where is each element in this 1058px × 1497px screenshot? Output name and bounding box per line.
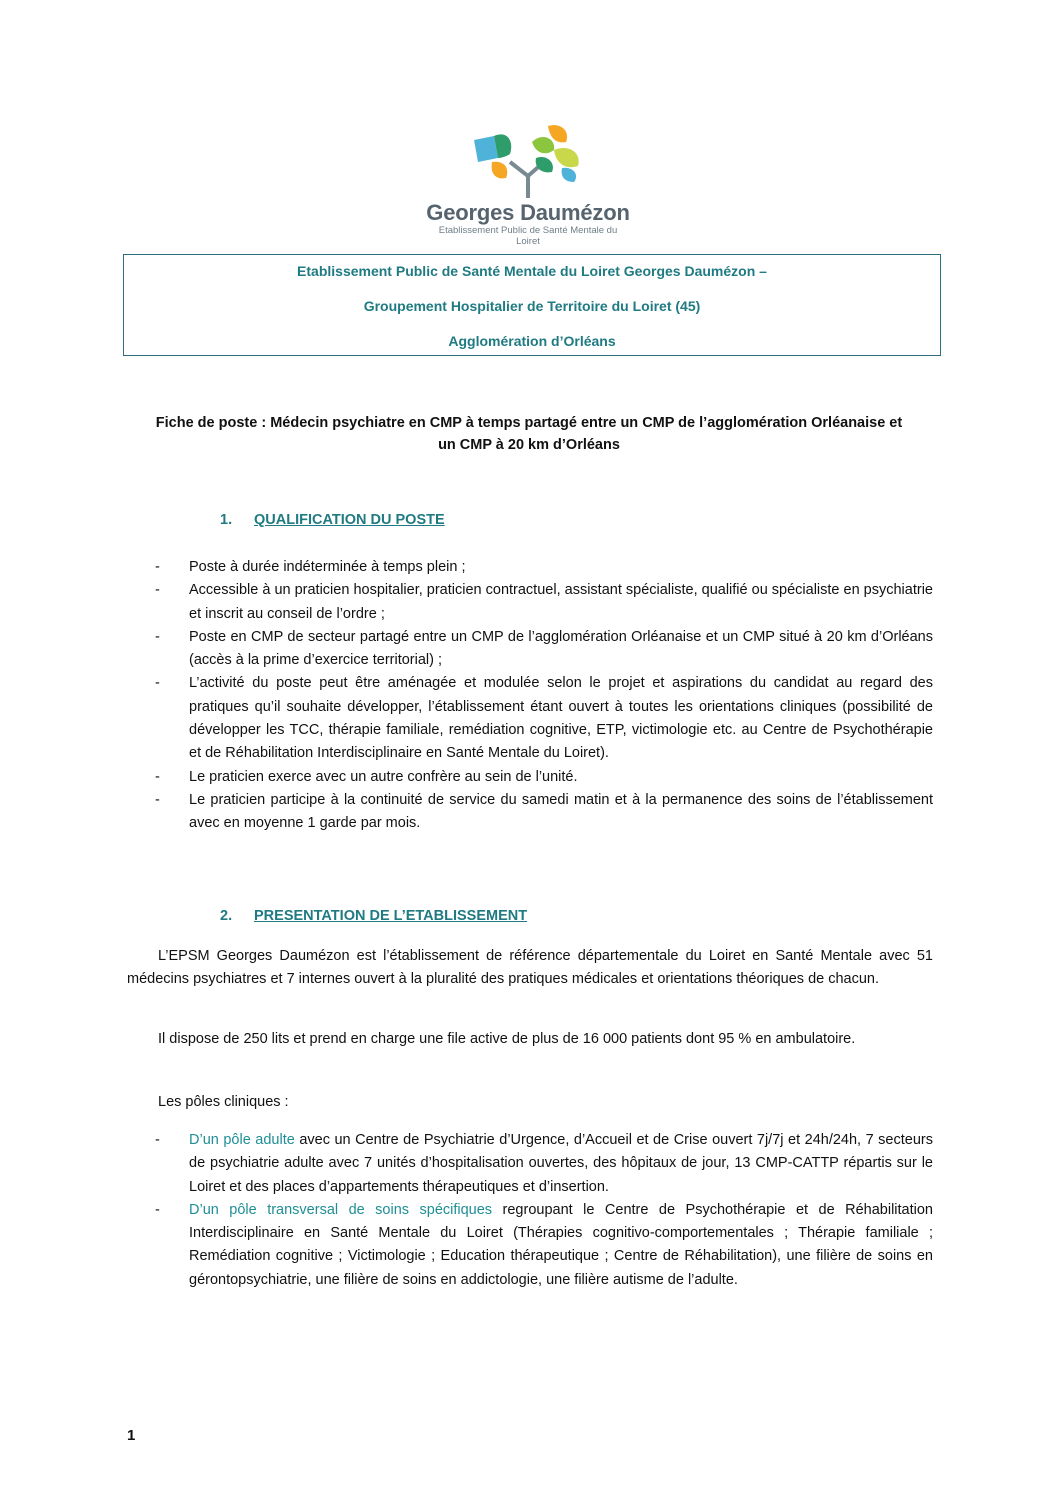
job-title-line-2: un CMP à 20 km d’Orléans bbox=[438, 437, 620, 453]
list-item: - D’un pôle adulte avec un Centre de Psychiatrie d’Urgence, d’Accueil et de Crise ouvert 7j/7j et 24h/24h, 7 secteurs de psychiatrie adulte avec 7 unités d’hospitalisation ouvertes, des hôpitaux de jour, 13 CMP-CATTP répartis sur le Loiret et des places d’appartements thérapeutiques et d’insertion. bbox=[155, 1132, 933, 1195]
header-line-1: Etablissement Public de Santé Mentale du Loiret Georges Daumézon – bbox=[297, 263, 767, 279]
section-title: QUALIFICATION DU POSTE bbox=[254, 512, 445, 528]
job-title-line-1: Fiche de poste : Médecin psychiatre en CMP à temps partagé entre un CMP de l’agglomération Orléanaise et bbox=[155, 415, 903, 431]
list-item: - Accessible à un praticien hospitalier, praticien contractuel, assistant spécialiste, qualifié ou spécialiste en psychiatrie et inscrit au conseil de l’ordre ; bbox=[155, 582, 933, 622]
list-item: - Le praticien participe à la continuité de service du samedi matin et à la permanence des soins de l’établissement avec en moyenne 1 garde par mois. bbox=[155, 791, 933, 832]
list-item: - Poste en CMP de secteur partagé entre un CMP de l’agglomération Orléanaise et un CMP situé à 20 km d’Orléans (accès à la prime d’exercice territorial) ; bbox=[155, 628, 933, 669]
paragraph-epsm: L’EPSM Georges Daumézon est l’établissement de référence départementale du Loiret en Santé Mentale avec 51 médecins psychiatres et 7 internes ouvert à la pluralité des pratiques médicales et orientations théoriques de chacun. bbox=[127, 948, 933, 988]
list-item: - Poste à durée indéterminée à temps plein ; bbox=[155, 559, 466, 575]
header-box bbox=[123, 254, 941, 356]
poles-list bbox=[155, 1129, 933, 1292]
header-line-2: Groupement Hospitalier de Territoire du Loiret (45) bbox=[363, 298, 701, 314]
list-item: - Le praticien exerce avec un autre confrère au sein de l’unité. bbox=[155, 768, 578, 785]
pole-highlight: D’un pôle transversal de soins spécifiques bbox=[189, 1201, 493, 1218]
header-line-3: Agglomération d’Orléans bbox=[448, 333, 616, 349]
pole-highlight: D’un pôle adulte bbox=[189, 1132, 295, 1148]
poles-label: Les pôles cliniques : bbox=[158, 1094, 289, 1110]
page-number: 1 bbox=[127, 1427, 136, 1444]
section-1-heading bbox=[220, 512, 445, 528]
logo-name: Georges Daumézon bbox=[426, 200, 630, 225]
section-title: PRESENTATION DE L’ETABLISSEMENT bbox=[254, 908, 528, 924]
section-number: 1. bbox=[220, 512, 233, 528]
job-title bbox=[100, 412, 958, 456]
list-item: - D’un pôle transversal de soins spécifiques regroupant le Centre de Psychothérapie et de Réhabilitation Interdisciplinaire en Santé Mentale du Loiret (Thérapies cognitivo-comportementales ; Thérapie familiale ; Remédiation cognitive ; Victimologie ; Education thérapeutique ; Centre de Réhabilitation), une filière de soins en gérontopsychiatrie, une filière de soins en addictologie, une filière autisme de l’adulte. bbox=[155, 1201, 933, 1288]
logo-subtitle: Etablissement Public de Santé Mentale du Loiret bbox=[438, 225, 618, 247]
logo bbox=[426, 124, 630, 247]
logo-leaves-icon bbox=[470, 124, 586, 198]
section-number: 2. bbox=[220, 908, 233, 924]
paragraph-capacity: Il dispose de 250 lits et prend en charge une file active de plus de 16 000 patients dont 95 % en ambulatoire. bbox=[158, 1031, 856, 1047]
section-2-heading bbox=[220, 908, 527, 924]
list-item: - L’activité du poste peut être aménagée et modulée selon le projet et aspirations du candidat au regard des pratiques qu’il souhaite développer, l’établissement étant ouvert à toutes les orientations cliniques (possibilité de développer les TCC, thérapie familiale, remédiation cognitive, ETP, victimologie etc. au Centre de Psychothérapie et de Réhabilitation Interdisciplinaire en Santé Mentale du Loiret). bbox=[155, 675, 933, 762]
qualification-list bbox=[155, 556, 933, 836]
